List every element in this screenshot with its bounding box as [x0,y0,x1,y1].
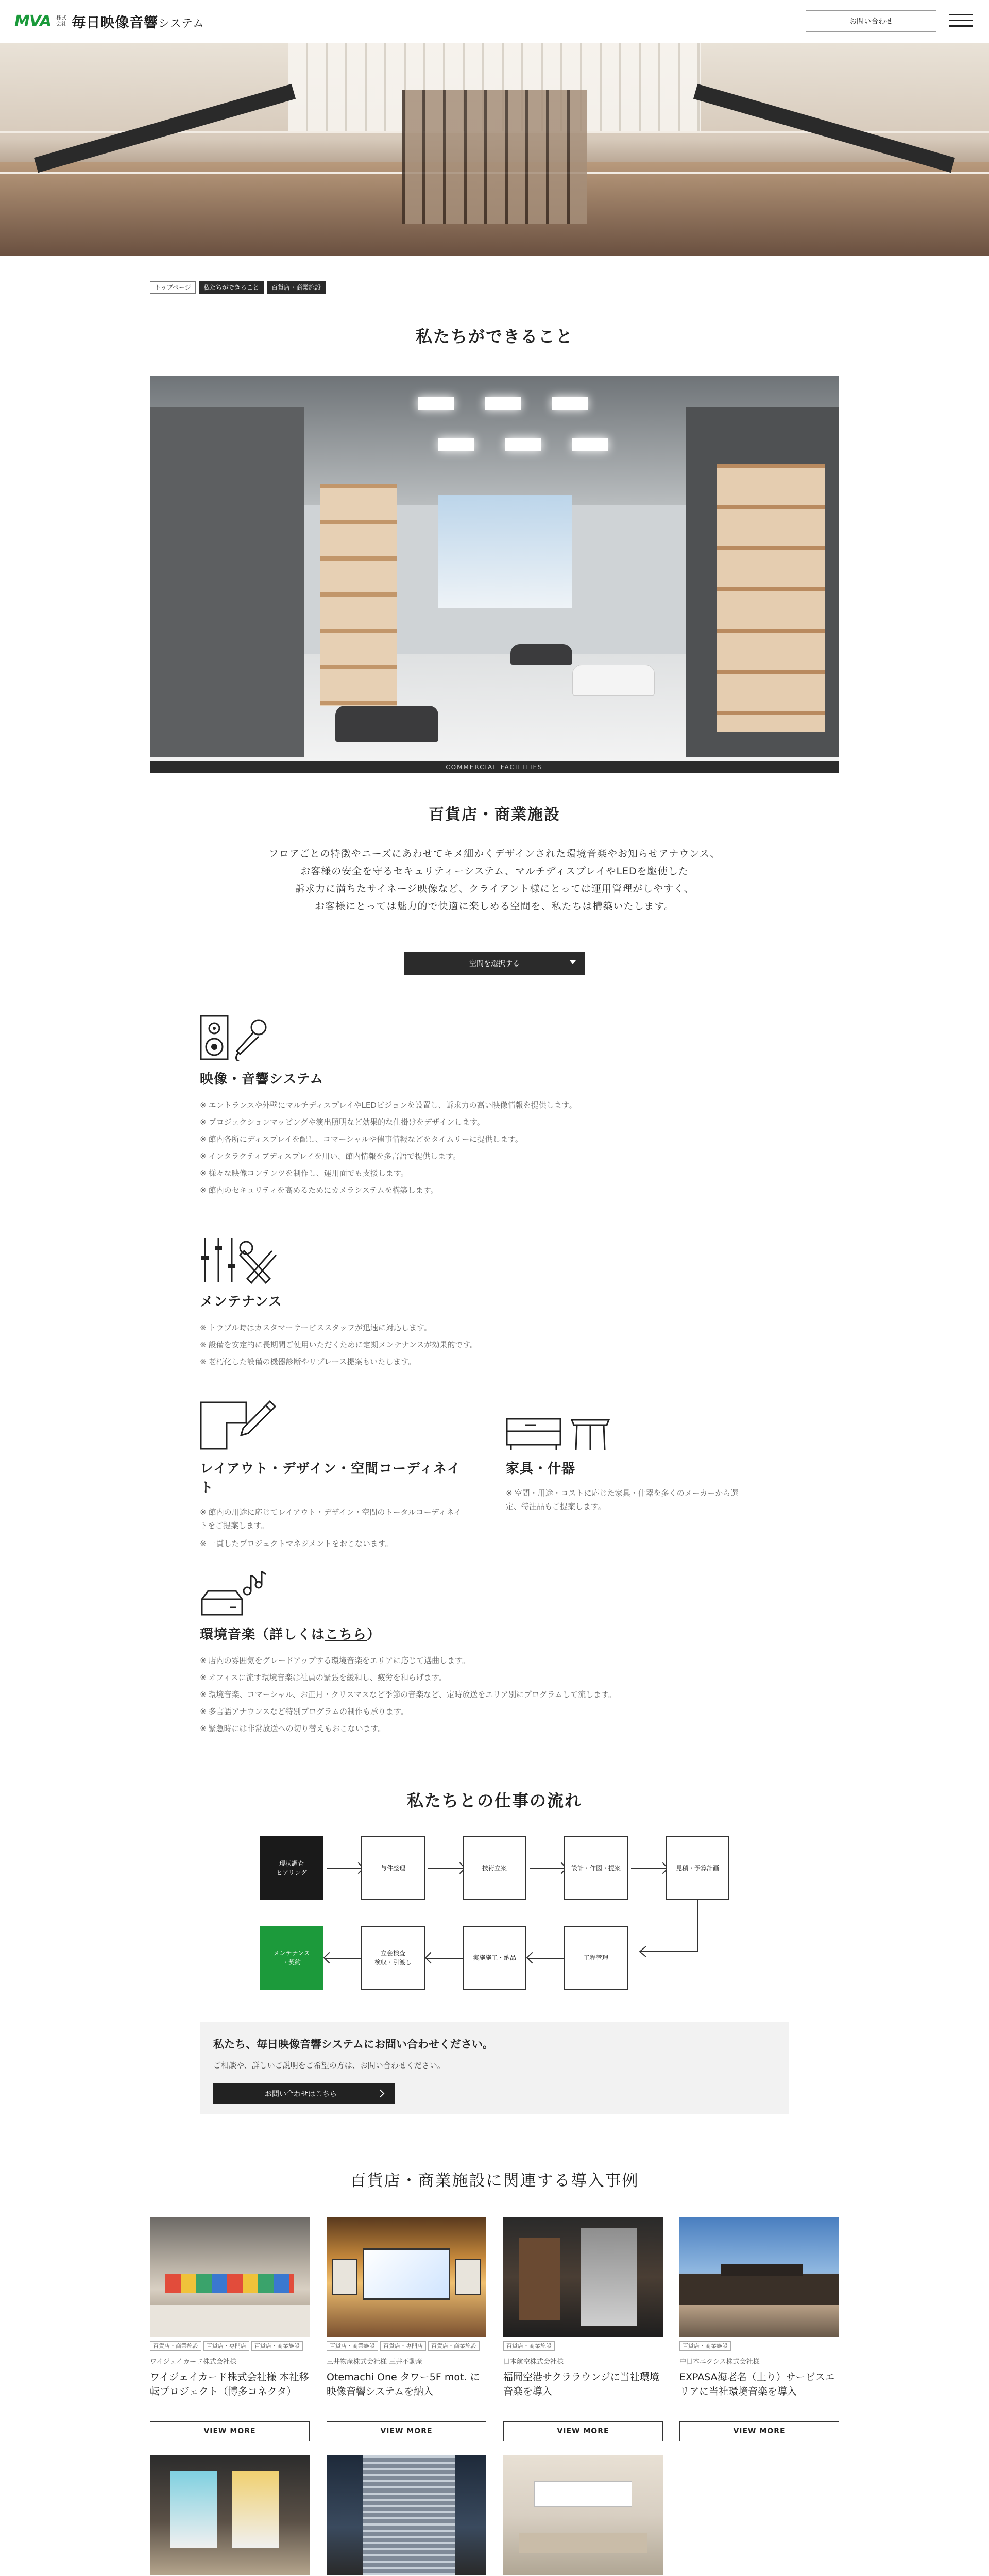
case-card [150,2217,310,2435]
breadcrumb-what-we-do[interactable]: 私たちができること [199,281,264,294]
list-item: ※ エントランスや外壁にマルチディスプレイやLEDビジョンを設置し、訴求力の高い映像情報を提供します。 [200,1097,663,1114]
service-list [200,1319,663,1370]
list-item: ※ インタラクティブディスプレイを用い、館内情報を多言語で提供します。 [200,1148,663,1165]
logo-company-type: 株式会社 [56,15,67,27]
case-tags: 百貨店・商業施設 [679,2341,839,2351]
list-item: ※ 店内の雰囲気をグレードアップする環境音楽をエリアに応じて選曲します。 [200,1652,741,1669]
contact-text: ご相談や、詳しいご説明をご希望の方は、お問い合わせください。 [213,2061,445,2070]
service-title: 映像・音響システム [200,1072,324,1087]
service-title: 環境音楽（詳しくはこちら） [200,1627,381,1642]
case-company: 日本航空株式会社様 [503,2358,564,2366]
logo-company-name: 毎日映像音響システム [72,15,205,31]
flow-step: 立会検査 検収・引渡し [361,1926,425,1990]
case-title[interactable]: EXPASA海老名（上り）サービスエリアに当社環境音楽を導入 [679,2371,835,2397]
arrow-left-icon [325,1953,361,1964]
case-company: 三井物産株式会社様 三井不動産 [327,2358,423,2366]
service-maintenance [200,1235,663,1370]
flow-step: 工程管理 [564,1926,628,1990]
music-player-icon [200,1570,267,1617]
case-thumbnail[interactable] [327,2455,486,2575]
list-item: ※ 様々な映像コンテンツを制作し、運用面でも支援します。 [200,1165,663,1182]
case-card [679,2217,839,2435]
list-item: ※ プロジェクションマッピングや演出照明など効果的な仕掛けをデザインします。 [200,1114,663,1131]
list-item: ※ 老朽化した設備の機器診断やリプレース提案もいたします。 [200,1353,663,1370]
list-item: ※ 空間・用途・コストに応じた家具・什器を多くのメーカーから選定、特注品もご提案します。 [506,1486,748,1513]
bgm-details-link[interactable]: こちら [325,1627,367,1642]
breadcrumb-current: 百貨店・商業施設 [267,281,326,294]
list-item: ※ 多言語アナウンスなど特別プログラムの制作も承ります。 [200,1703,741,1720]
service-list [200,1505,468,1552]
contact-button[interactable]: お問い合わせはこちら [213,2083,395,2104]
arrow-right-icon [428,1863,464,1874]
service-title: レイアウト・デザイン・空間コーディネイト [200,1461,461,1496]
list-item: ※ オフィスに流す環境音楽は社員の緊張を緩和し、疲労を和らげます。 [200,1669,741,1686]
list-item: ※ トラブル時はカスタマーサービススタッフが迅速に対応します。 [200,1319,663,1336]
case-card [327,2217,486,2435]
service-list [506,1486,748,1513]
view-more-button[interactable]: VIEW MORE [150,2421,310,2441]
service-title: メンテナンス [200,1294,282,1310]
category-photo [150,376,839,773]
cases-title: 百貨店・商業施設に関連する導入事例 [350,2172,639,2190]
flow-step: 技術立案 [463,1836,526,1900]
list-item: ※ 一貫したプロジェクトマネジメントをおこないます。 [200,1535,468,1552]
service-av [200,1013,663,1199]
photo-caption: COMMERCIAL FACILITIES [150,761,839,773]
breadcrumb-home[interactable]: トップページ [150,281,196,294]
flow-title: 私たちとの仕事の流れ [406,1791,582,1810]
category-title: 百貨店・商業施設 [429,806,560,824]
page-title: 私たちができること [415,327,573,346]
case-title[interactable]: 福岡空港サクララウンジに当社環境音楽を導入 [503,2371,659,2397]
flow-connector-icon [639,1900,701,1957]
design-pencil-icon [200,1399,277,1451]
list-item: ※ 館内各所にディスプレイを配し、コマーシャルや催事情報などをタイムリーに提供します。 [200,1131,663,1148]
list-item: ※ 環境音楽、コマーシャル、お正月・クリスマスなど季節の音楽など、定時放送をエリア別にプログラムして流します。 [200,1686,741,1703]
arrow-left-icon [427,1953,463,1964]
list-item: ※ 館内のセキュリティを高めるためにカメラシステムを構築します。 [200,1182,663,1199]
flow-step: 与件整理 [361,1836,425,1900]
case-thumbnail[interactable] [150,2217,310,2337]
logo-mark: MVA [14,12,52,30]
contact-banner [200,2022,789,2114]
flow-step: メンテナンス ・契約 [260,1926,323,1990]
service-list [200,1097,663,1199]
speaker-microphone-icon [200,1013,272,1061]
case-thumbnail[interactable] [679,2217,839,2337]
case-card [327,2455,486,2576]
flow-step: 設計・作図・提案 [564,1836,628,1900]
service-furniture [506,1399,748,1513]
case-title[interactable]: Otemachi One タワー5F mot. に映像音響システムを納入 [327,2371,480,2397]
service-list [200,1652,741,1737]
furniture-icon [506,1399,614,1451]
flow-step: 現状調査 ヒアリング [260,1836,323,1900]
contact-heading: 私たち、毎日映像音響システムにお問い合わせください。 [213,2038,493,2050]
case-card [503,2455,663,2576]
arrow-right-icon [530,1863,566,1874]
case-company: 中日本エクシス株式会社様 [679,2358,760,2366]
list-item: ※ 設備を安定的に長期間ご使用いただくために定期メンテナンスが効果的です。 [200,1336,663,1353]
site-logo[interactable] [14,11,204,31]
chevron-down-icon [570,960,576,964]
tools-icon [200,1235,277,1284]
flow-step: 実施施工・納品 [463,1926,526,1990]
breadcrumb [150,281,326,294]
header-contact-button[interactable]: お問い合わせ [806,10,936,32]
case-card [150,2455,310,2576]
case-tags: 百貨店・商業施設 [503,2341,663,2351]
view-more-button[interactable]: VIEW MORE [679,2421,839,2441]
select-space-button[interactable]: 空間を選択する [404,952,585,975]
arrow-right-icon [631,1863,667,1874]
site-header [0,0,989,43]
case-card [503,2217,663,2435]
hero-image [0,43,989,256]
list-item: ※ 館内の用途に応じてレイアウト・デザイン・空間のトータルコーディネイトをご提案します。 [200,1505,468,1532]
case-thumbnail[interactable] [150,2455,310,2575]
menu-icon[interactable] [949,14,973,27]
flow-step: 見積・予算計画 [666,1836,729,1900]
arrow-left-icon [528,1953,564,1964]
case-company: ワイジェイカード株式会社様 [150,2358,236,2366]
service-design [200,1399,468,1552]
case-thumbnail[interactable] [503,2455,663,2575]
category-intro: フロアごとの特徴やニーズにあわせてキメ細かくデザインされた環境音楽やお知らせアナウンス、 お客様の安全を守るセキュリティーシステム、マルチディスプレイやLEDを駆使した 訴求力に満ちたサイネージ映像など、クライアント様にとっては運用管理がしやすく、 お客様にとっては魅力的で快適に楽しめる空間を、私たちは構築いたします。 [268,848,721,912]
case-title[interactable]: ワイジェイカード株式会社様 本社移転プロジェクト（博多コネクタ） [150,2371,309,2397]
service-bgm [200,1570,741,1737]
list-item: ※ 緊急時には非常放送への切り替えもおこないます。 [200,1720,741,1737]
case-thumbnail[interactable] [327,2217,486,2337]
arrow-right-icon [327,1863,363,1874]
case-tags: 百貨店・商業施設 百貨店・専門店 百貨店・商業施設 [150,2341,310,2351]
case-thumbnail[interactable] [503,2217,663,2337]
service-title: 家具・什器 [506,1461,576,1477]
view-more-button[interactable]: VIEW MORE [327,2421,486,2441]
view-more-button[interactable]: VIEW MORE [503,2421,663,2441]
case-tags: 百貨店・商業施設 百貨店・専門店 百貨店・商業施設 [327,2341,486,2351]
